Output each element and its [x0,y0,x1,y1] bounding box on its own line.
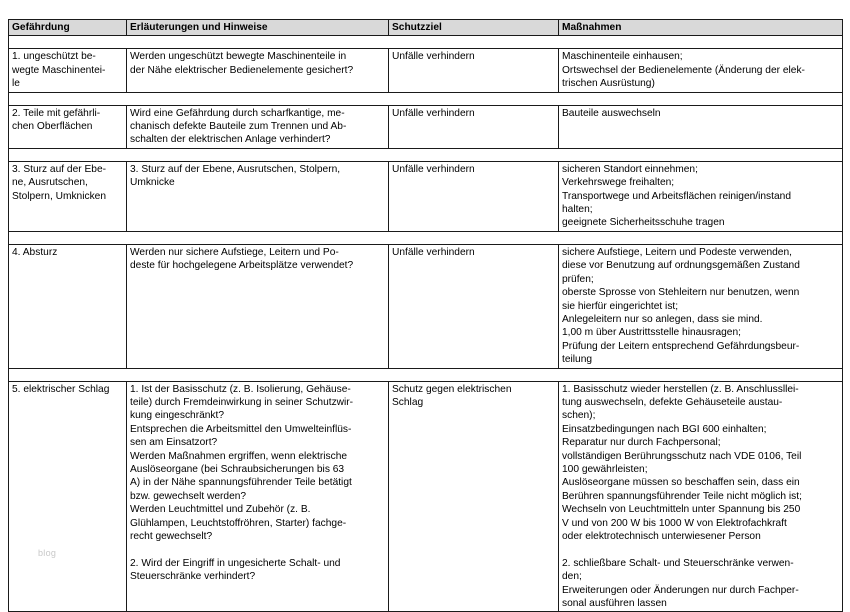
cell-massnahmen: Bauteile auswechseln [559,105,843,148]
table-row [9,244,843,368]
cell-massnahmen: sicheren Standort einnehmen; Verkehrswege freihalten; Transportwege und Arbeitsflächen reinigen/instand halten; geeignete Sicherheitsschuhe tragen [559,161,843,231]
cell-massnahmen: 1. Basisschutz wieder herstellen (z. B. Anschlussllei- tung auswechseln, defekte Gehäuseteile austau- schen); Einsatzbedingungen nach BGI 600 einhalten; Reparatur nur durch Fachpersonal; vollständigen Berührungsschutz nach VDE 0106, Teil 100 gewährleisten; Auslöseorgane müssen so beschaffen sein, dass ein Berühren spannungsführender Teile nicht möglich ist; Wechseln von Leuchtmitteln unter Spannung bis 250 V und von 200 W bis 1000 W von Elektrofachkraft oder elektrotechnisch unterwiesener Person 2. schließbare Schalt- und Steuerschränke verwen- den; Erweiterungen oder Änderungen nur durch Fachper- sonal ausführen lassen [559,381,843,612]
header-schutzziel: Schutzziel [389,20,559,36]
header-massnahmen: Maßnahmen [559,20,843,36]
cell-schutzziel: Unfälle verhindern [389,161,559,231]
cell-erlaeuterung: Werden nur sichere Aufstiege, Leitern und Po- deste für hochgelegene Arbeitsplätze verwendet? [127,244,389,368]
header-gefaehrdung: Gefährdung [9,20,127,36]
table-header-row [9,20,843,36]
cell-gefaehrdung: 1. ungeschützt be- wegte Maschinentei- le [9,49,127,92]
cell-gefaehrdung: 5. elektrischer Schlag [9,381,127,612]
header-erlaeuterungen: Erläuterungen und Hinweise [127,20,389,36]
cell-schutzziel: Unfälle verhindern [389,49,559,92]
table-row [9,105,843,148]
table-row [9,381,843,612]
row-spacer [9,148,843,161]
cell-erlaeuterung: 3. Sturz auf der Ebene, Ausrutschen, Stolpern, Umknicke [127,161,389,231]
cell-schutzziel: Unfälle verhindern [389,105,559,148]
row-spacer [9,368,843,381]
cell-gefaehrdung: 2. Teile mit gefährli- chen Oberflächen [9,105,127,148]
hazard-assessment-sheet [8,19,842,612]
cell-massnahmen: sichere Aufstiege, Leitern und Podeste verwenden, diese vor Benutzung auf ordnungsgemäßen Zustand prüfen; oberste Sprosse von Stehleitern nur benutzen, wenn sie hierfür eingerichtet ist; Anlegeleitern nur so anlegen, dass sie mind. 1,00 m über Austrittsstelle hinausragen; Prüfung der Leitern entsprechend Gefährdungsbeur- teilung [559,244,843,368]
cell-erlaeuterung: 1. Ist der Basisschutz (z. B. Isolierung, Gehäuse- teile) durch Fremdeinwirkung in seiner Schutzwir- kung eingeschränkt? Entsprechen die Arbeitsmittel den Umwelteinflüs- sen am Einsatzort? Werden Maßnahmen ergriffen, wenn elektrische Auslöseorgane (bei Schraubsicherungen bis 63 A) in der Nähe spannungsführender Teile betätigt bzw. gewechselt werden? Werden Leuchtmittel und Zubehör (z. B. Glühlampen, Leuchtstoffröhren, Starter) fachge- recht gewechselt? 2. Wird der Eingriff in ungesicherte Schalt- und Steuerschränke verhindert? [127,381,389,612]
cell-gefaehrdung: 4. Absturz [9,244,127,368]
hazard-table [8,19,843,612]
cell-gefaehrdung: 3. Sturz auf der Ebe- ne, Ausrutschen, Stolpern, Umknicken [9,161,127,231]
cell-erlaeuterung: Werden ungeschützt bewegte Maschinenteile in der Nähe elektrischer Bedienelemente gesichert? [127,49,389,92]
table-row [9,49,843,92]
row-spacer [9,231,843,244]
watermark-text: blog [38,548,57,558]
row-spacer [9,92,843,105]
cell-massnahmen: Maschinenteile einhausen; Ortswechsel der Bedienelemente (Änderung der elek- trischen Ausrüstung) [559,49,843,92]
cell-erlaeuterung: Wird eine Gefährdung durch scharfkantige, me- chanisch defekte Bauteile zum Trennen und Ab- schalten der elektrischen Anlage verhindert? [127,105,389,148]
table-row [9,161,843,231]
cell-schutzziel: Unfälle verhindern [389,244,559,368]
row-spacer [9,36,843,49]
cell-schutzziel: Schutz gegen elektrischen Schlag [389,381,559,612]
